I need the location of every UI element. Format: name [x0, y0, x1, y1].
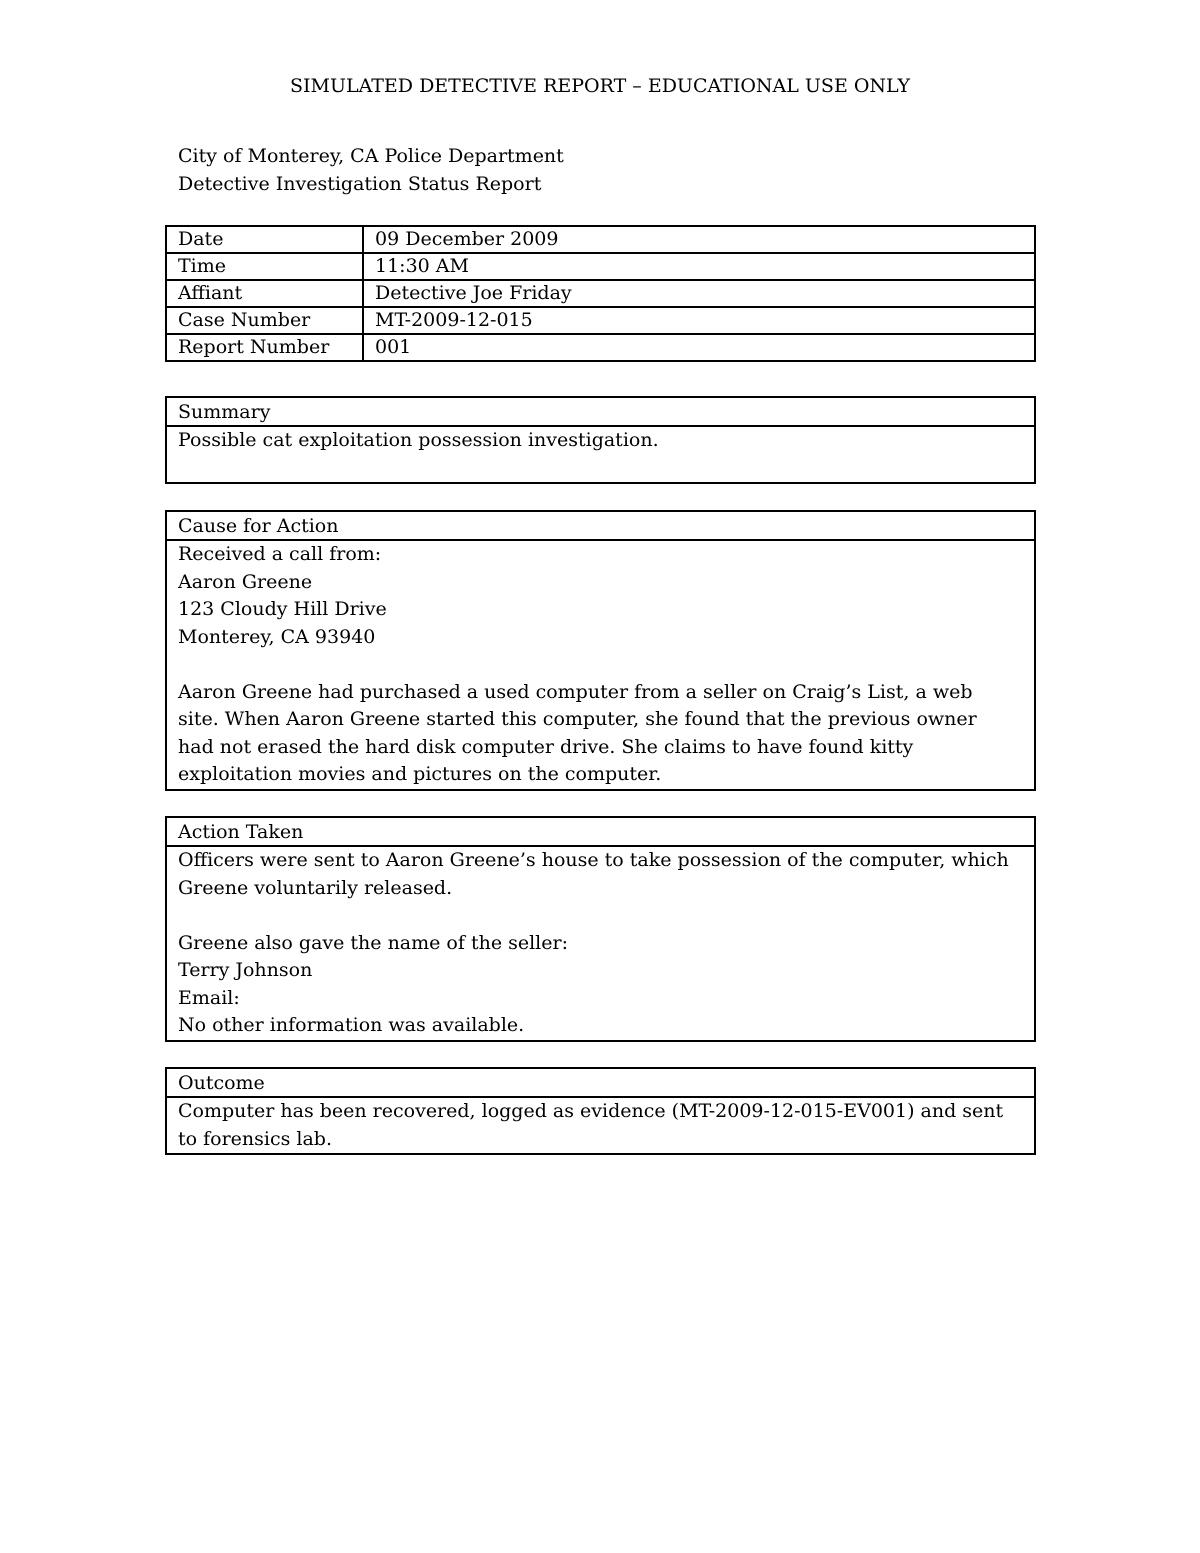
caller-name: Aaron Greene — [178, 570, 313, 593]
caller-street: 123 Cloudy Hill Drive — [178, 598, 387, 620]
meta-label-case-number: Case Number — [166, 307, 363, 334]
summary-body — [167, 427, 1034, 482]
page-title: SIMULATED DETECTIVE REPORT – EDUCATIONAL USE ONLY — [289, 75, 911, 97]
outcome-body — [167, 1098, 1034, 1153]
meta-value-time: 11:30 AM — [363, 253, 1035, 280]
report-header — [178, 142, 564, 198]
action-body — [167, 847, 1034, 1040]
cause-paragraph: Aaron Greene had purchased a used computer from a seller on Craig’s List, a web site. When Aaron Greene started this computer, she found that the previous owner had not erased the hard disk computer drive. She claims to have found kitty exploitation movies and pictures on the computer. — [178, 680, 977, 785]
summary-text: Possible cat exploitation possession investigation. — [178, 429, 659, 451]
meta-value-report-number: 001 — [363, 334, 1035, 361]
action-paragraph: Officers were sent to Aaron Greene’s house to take possession of the computer, which Greene voluntarily released. — [178, 849, 1009, 899]
cause-section — [165, 510, 1036, 791]
table-row — [166, 253, 1035, 280]
table-row — [166, 307, 1035, 334]
table-row — [166, 226, 1035, 253]
action-section — [165, 816, 1036, 1042]
outcome-heading: Outcome — [167, 1069, 1034, 1098]
summary-section — [165, 396, 1036, 484]
meta-label-report-number: Report Number — [166, 334, 363, 361]
action-note: No other information was available. — [178, 1014, 525, 1036]
report-type: Detective Investigation Status Report — [178, 173, 542, 195]
meta-value-affiant: Detective Joe Friday — [363, 280, 1035, 307]
cause-line: Received a call from: — [178, 543, 382, 565]
summary-heading: Summary — [167, 398, 1034, 427]
cause-body — [167, 541, 1034, 789]
table-row — [166, 334, 1035, 361]
outcome-section — [165, 1067, 1036, 1155]
seller-name: Terry Johnson — [178, 959, 313, 981]
action-heading: Action Taken — [167, 818, 1034, 847]
meta-label-time: Time — [166, 253, 363, 280]
outcome-text: Computer has been recovered, logged as evidence (MT-2009-12-015-EV001) and sent to forensics lab. — [178, 1100, 1004, 1150]
meta-value-case-number: MT-2009-12-015 — [363, 307, 1035, 334]
report-meta-table — [165, 225, 1036, 362]
meta-label-affiant: Affiant — [166, 280, 363, 307]
cause-heading: Cause for Action — [167, 512, 1034, 541]
action-line: Greene also gave the name of the seller: — [178, 931, 568, 954]
meta-label-date: Date — [166, 226, 363, 253]
table-row — [166, 280, 1035, 307]
seller-email: Email: — [178, 986, 240, 1009]
department-name: City of Monterey, CA Police Department — [178, 145, 564, 167]
meta-value-date: 09 December 2009 — [363, 226, 1035, 253]
caller-city: Monterey, CA 93940 — [178, 625, 376, 648]
